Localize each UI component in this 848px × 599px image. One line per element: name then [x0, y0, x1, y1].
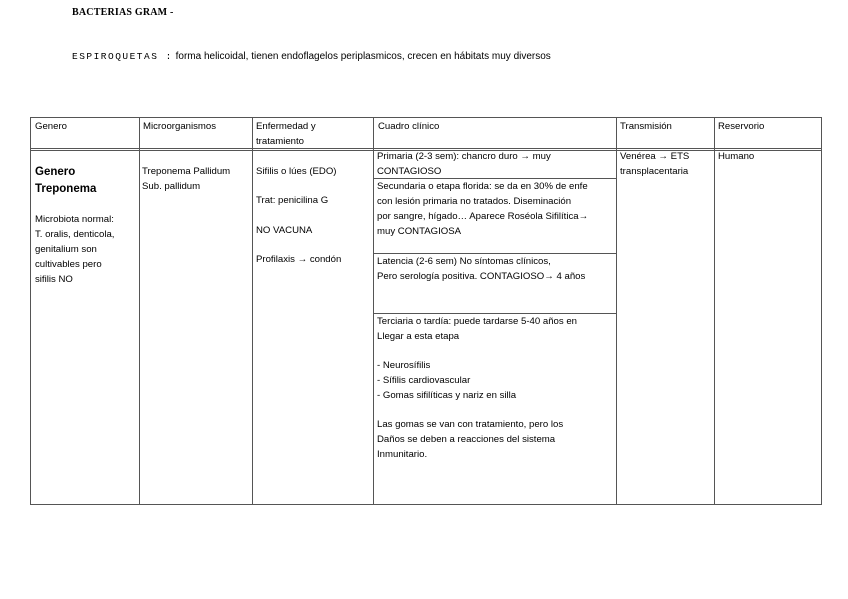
- transmission: Venérea → ETS transplacentaria: [620, 151, 690, 177]
- header-genero: Genero: [35, 121, 67, 132]
- stage-latency: Latencia (2-6 sem) No síntomas clínicos, Pero serología positiva. CONTAGIOSO→ 4 años: [377, 256, 586, 282]
- header-transmision: Transmisión: [620, 121, 672, 132]
- col-divider: [714, 118, 715, 504]
- tertiary-note: Las gomas se van con tratamiento, pero los Daños se deben a reacciones del sistema Inmunitario.: [377, 419, 564, 460]
- stage-primary: Primaria (2-3 sem): chancro duro → muy CONTAGIOSO: [377, 151, 551, 177]
- header-reservorio: Reservorio: [718, 121, 765, 132]
- treatment: Trat: penicilina G: [256, 195, 329, 206]
- vaccine-status: NO VACUNA: [256, 225, 313, 236]
- genero-name: Genero Treponema: [35, 166, 97, 195]
- header-enfermedad: Enfermedad y tratamiento: [256, 121, 316, 147]
- genero-note: Microbiota normal: T. oralis, denticola, genitalium son cultivables pero sifilis NO: [35, 214, 115, 285]
- col-divider: [252, 118, 253, 504]
- tertiary-manifestations: - Neurosífilis - Sífilis cardiovascular - Gomas sifilíticas y nariz en silla: [377, 360, 517, 401]
- document-title: BACTERIAS GRAM -: [72, 7, 174, 18]
- microorganism-name: Treponema Pallidum Sub. pallidum: [142, 166, 231, 192]
- disease-name: Sifilis o lúes (EDO): [256, 166, 337, 177]
- header-cuadro: Cuadro clínico: [378, 121, 440, 132]
- subtitle-term: ESPIROQUETAS :: [72, 51, 173, 62]
- stage-tertiary: Terciaria o tardía: puede tardarse 5-40 años en Llegar a esta etapa: [377, 316, 577, 342]
- document-subtitle: [72, 51, 551, 62]
- subtitle-text: forma helicoidal, tienen endoflagelos periplasmicos, crecen en hábitats muy diversos: [175, 51, 551, 62]
- header-microorganismos: Microorganismos: [143, 121, 217, 132]
- stage-secondary: con lesión primaria no tratados. Diseminación por sangre, hígado… Aparece Roséola Sifilítica→ muy CONTAGIOSA: [377, 196, 589, 237]
- prophylaxis: Profilaxis → condón: [256, 254, 342, 265]
- col-divider: [616, 118, 617, 504]
- reservoir: Humano: [718, 151, 755, 162]
- col-divider: [373, 118, 374, 504]
- bacteria-table: [30, 117, 822, 505]
- col-divider: [139, 118, 140, 504]
- stage-secondary-line1: Secundaria o etapa florida: se da en 30% de enfe: [377, 181, 588, 192]
